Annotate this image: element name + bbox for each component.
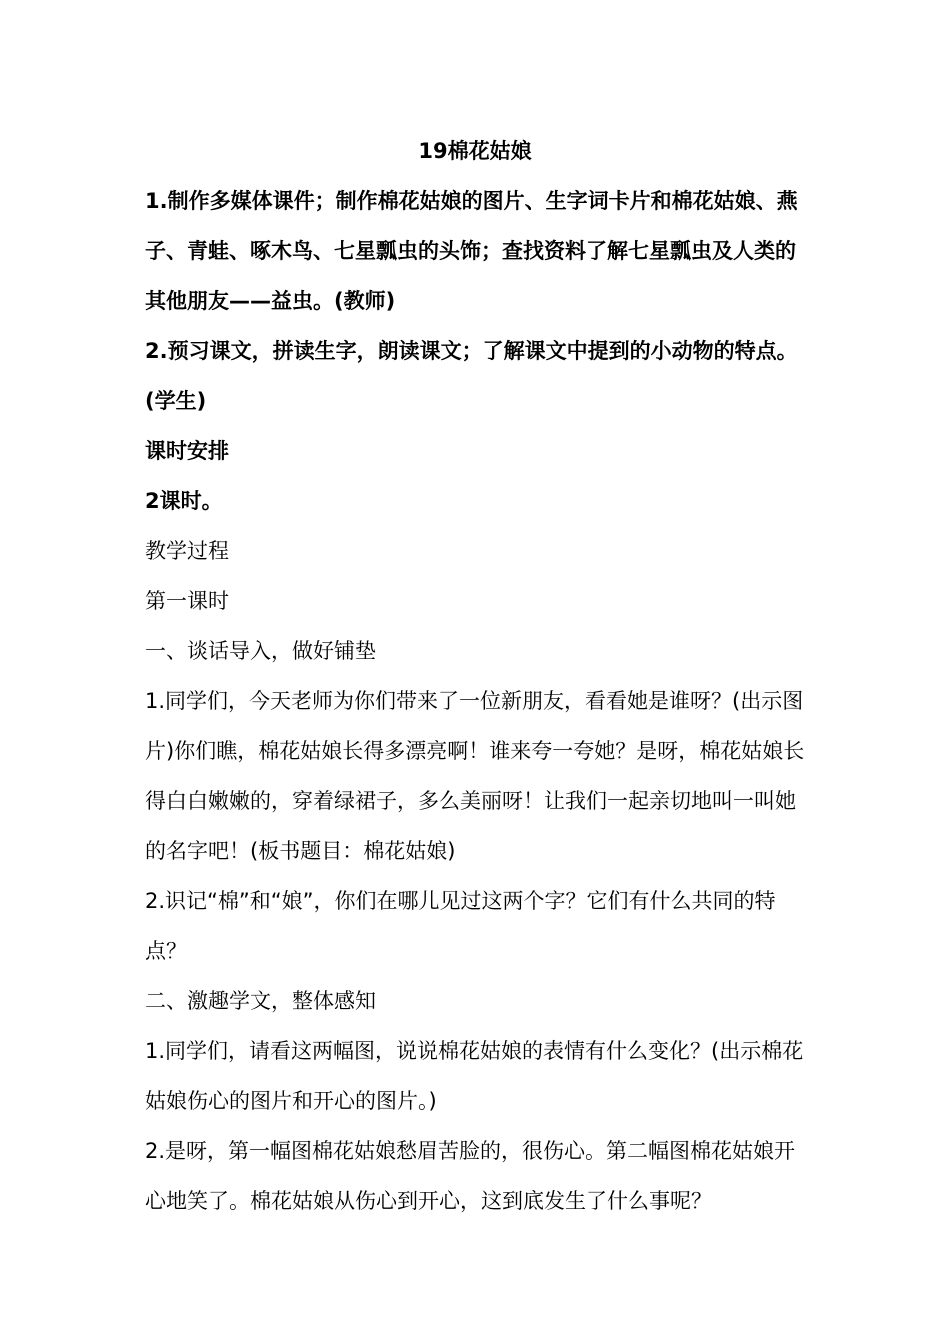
paragraph-prep-teacher: 1.制作多媒体课件；制作棉花姑娘的图片、生字词卡片和棉花姑娘、燕子、青蛙、啄木鸟、七星瓢虫的头饰；查找资料了解七星瓢虫及人类的其他朋友——益虫。(教师): [145, 189, 798, 313]
paragraph-class-count: 2课时。: [145, 489, 223, 513]
paragraph-section-one-2: 2.识记“棉”和“娘”，你们在哪儿见过这两个字？它们有什么共同的特点？: [145, 889, 776, 963]
heading-section-two: 二、激趣学文，整体感知: [145, 989, 376, 1013]
paragraph-section-one-1: 1.同学们，今天老师为你们带来了一位新朋友，看看她是谁呀？(出示图片)你们瞧，棉花姑娘长得多漂亮啊！谁来夸一夸她？是呀，棉花姑娘长得白白嫩嫩的，穿着绿裙子，多么美丽呀！让我们一起亲切地叫一叫她的名字吧！(板书题目：棉花姑娘): [145, 689, 805, 863]
paragraph-prep-student: 2.预习课文，拼读生字，朗读课文；了解课文中提到的小动物的特点。(学生): [145, 339, 798, 413]
paragraph-section-two-1: 1.同学们，请看这两幅图，说说棉花姑娘的表情有什么变化？(出示棉花姑娘伤心的图片和开心的图片。): [145, 1039, 804, 1113]
document-body: [145, 176, 815, 1226]
heading-section-one: 一、谈话导入，做好铺垫: [145, 639, 376, 663]
paragraph-section-two-2: 2.是呀，第一幅图棉花姑娘愁眉苦脸的，很伤心。第二幅图棉花姑娘开心地笑了。棉花姑娘从伤心到开心，这到底发生了什么事呢？: [145, 1139, 796, 1213]
document-title: 19棉花姑娘: [418, 139, 532, 163]
heading-first-lesson: 第一课时: [145, 589, 229, 613]
heading-class-schedule: 课时安排: [145, 439, 229, 463]
heading-teaching-process: 教学过程: [145, 539, 229, 563]
